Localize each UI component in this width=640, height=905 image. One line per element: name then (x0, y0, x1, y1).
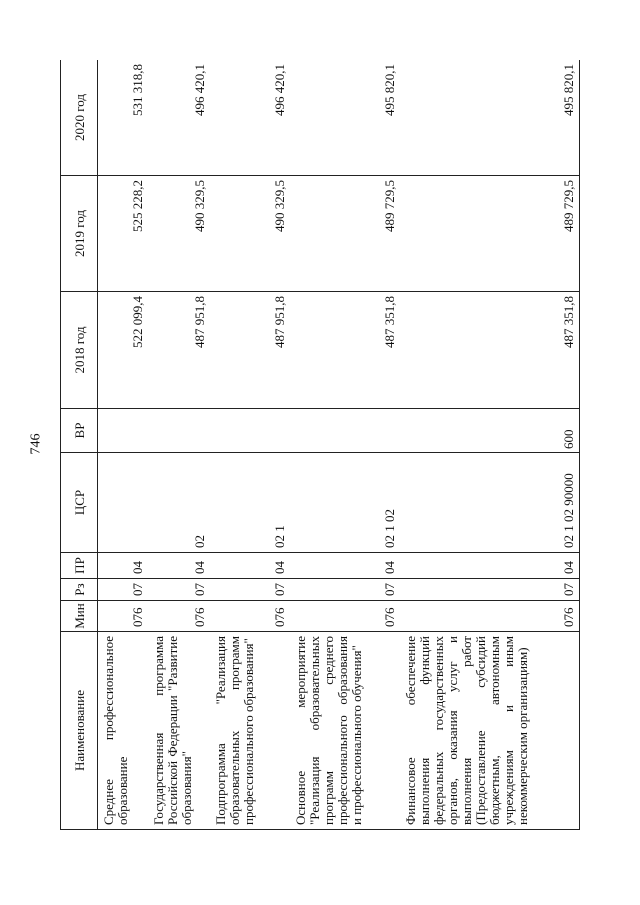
row-vr (98, 409, 148, 453)
row-2020: 496 420,1 (210, 60, 290, 176)
header-min: Мин (61, 601, 98, 632)
row-pr: 04 (400, 553, 580, 579)
table-row (148, 60, 210, 830)
row-min: 076 (290, 601, 400, 632)
row-2019: 490 329,5 (210, 176, 290, 292)
row-2018: 487 351,8 (290, 292, 400, 409)
header-2018: 2018 год (61, 292, 98, 409)
table-row (98, 60, 148, 830)
table-row (290, 60, 400, 830)
row-rz: 07 (148, 579, 210, 601)
row-pr: 04 (210, 553, 290, 579)
header-rz: Рз (61, 579, 98, 601)
budget-table (60, 60, 580, 830)
row-2019: 489 729,5 (400, 176, 580, 292)
row-name: Подпрограмма "Реализация образовательных программ профессионального образования" (210, 632, 290, 830)
table-header-row (61, 60, 98, 830)
row-2018: 487 951,8 (148, 292, 210, 409)
row-vr (210, 409, 290, 453)
row-pr: 04 (98, 553, 148, 579)
page-number: 746 (28, 433, 44, 455)
header-csr: ЦСР (61, 453, 98, 553)
row-vr (290, 409, 400, 453)
row-name: Основное мероприятие "Реализация образовательных программ среднего профессионального образования и профессионального обучения" (290, 632, 400, 830)
row-2019: 525 228,2 (98, 176, 148, 292)
header-name: Наименование (61, 632, 98, 830)
table-row (210, 60, 290, 830)
row-rz: 07 (98, 579, 148, 601)
row-2020: 495 820,1 (400, 60, 580, 176)
row-rz: 07 (210, 579, 290, 601)
row-csr: 02 1 (210, 453, 290, 553)
row-pr: 04 (148, 553, 210, 579)
header-2020: 2020 год (61, 60, 98, 176)
row-vr (148, 409, 210, 453)
row-vr: 600 (400, 409, 580, 453)
row-min: 076 (400, 601, 580, 632)
row-name: Государственная программа Российской Федерации "Развитие образования" (148, 632, 210, 830)
row-2020: 531 318,8 (98, 60, 148, 176)
row-2019: 489 729,5 (290, 176, 400, 292)
table-landscape-frame (60, 60, 580, 830)
row-min: 076 (210, 601, 290, 632)
row-2018: 487 351,8 (400, 292, 580, 409)
row-csr: 02 1 02 90000 (400, 453, 580, 553)
row-rz: 07 (400, 579, 580, 601)
row-min: 076 (98, 601, 148, 632)
row-pr: 04 (290, 553, 400, 579)
row-2020: 495 820,1 (290, 60, 400, 176)
header-pr: ПР (61, 553, 98, 579)
row-2020: 496 420,1 (148, 60, 210, 176)
row-min: 076 (148, 601, 210, 632)
row-name: Финансовое обеспечение выполнения функций федеральных государственных органов, оказания услуг и выполнения работ (Предоставление субсидий бюджетным, автономным учреждениям и иным некоммерческим организациям) (400, 632, 580, 830)
table-row (400, 60, 580, 830)
row-name: Среднее профессиональное образование (98, 632, 148, 830)
header-vr: ВР (61, 409, 98, 453)
row-csr: 02 1 02 (290, 453, 400, 553)
row-rz: 07 (290, 579, 400, 601)
row-2019: 490 329,5 (148, 176, 210, 292)
row-csr: 02 (148, 453, 210, 553)
header-2019: 2019 год (61, 176, 98, 292)
row-2018: 522 099,4 (98, 292, 148, 409)
row-2018: 487 951,8 (210, 292, 290, 409)
row-csr (98, 453, 148, 553)
rotated-table-area (60, 60, 580, 830)
